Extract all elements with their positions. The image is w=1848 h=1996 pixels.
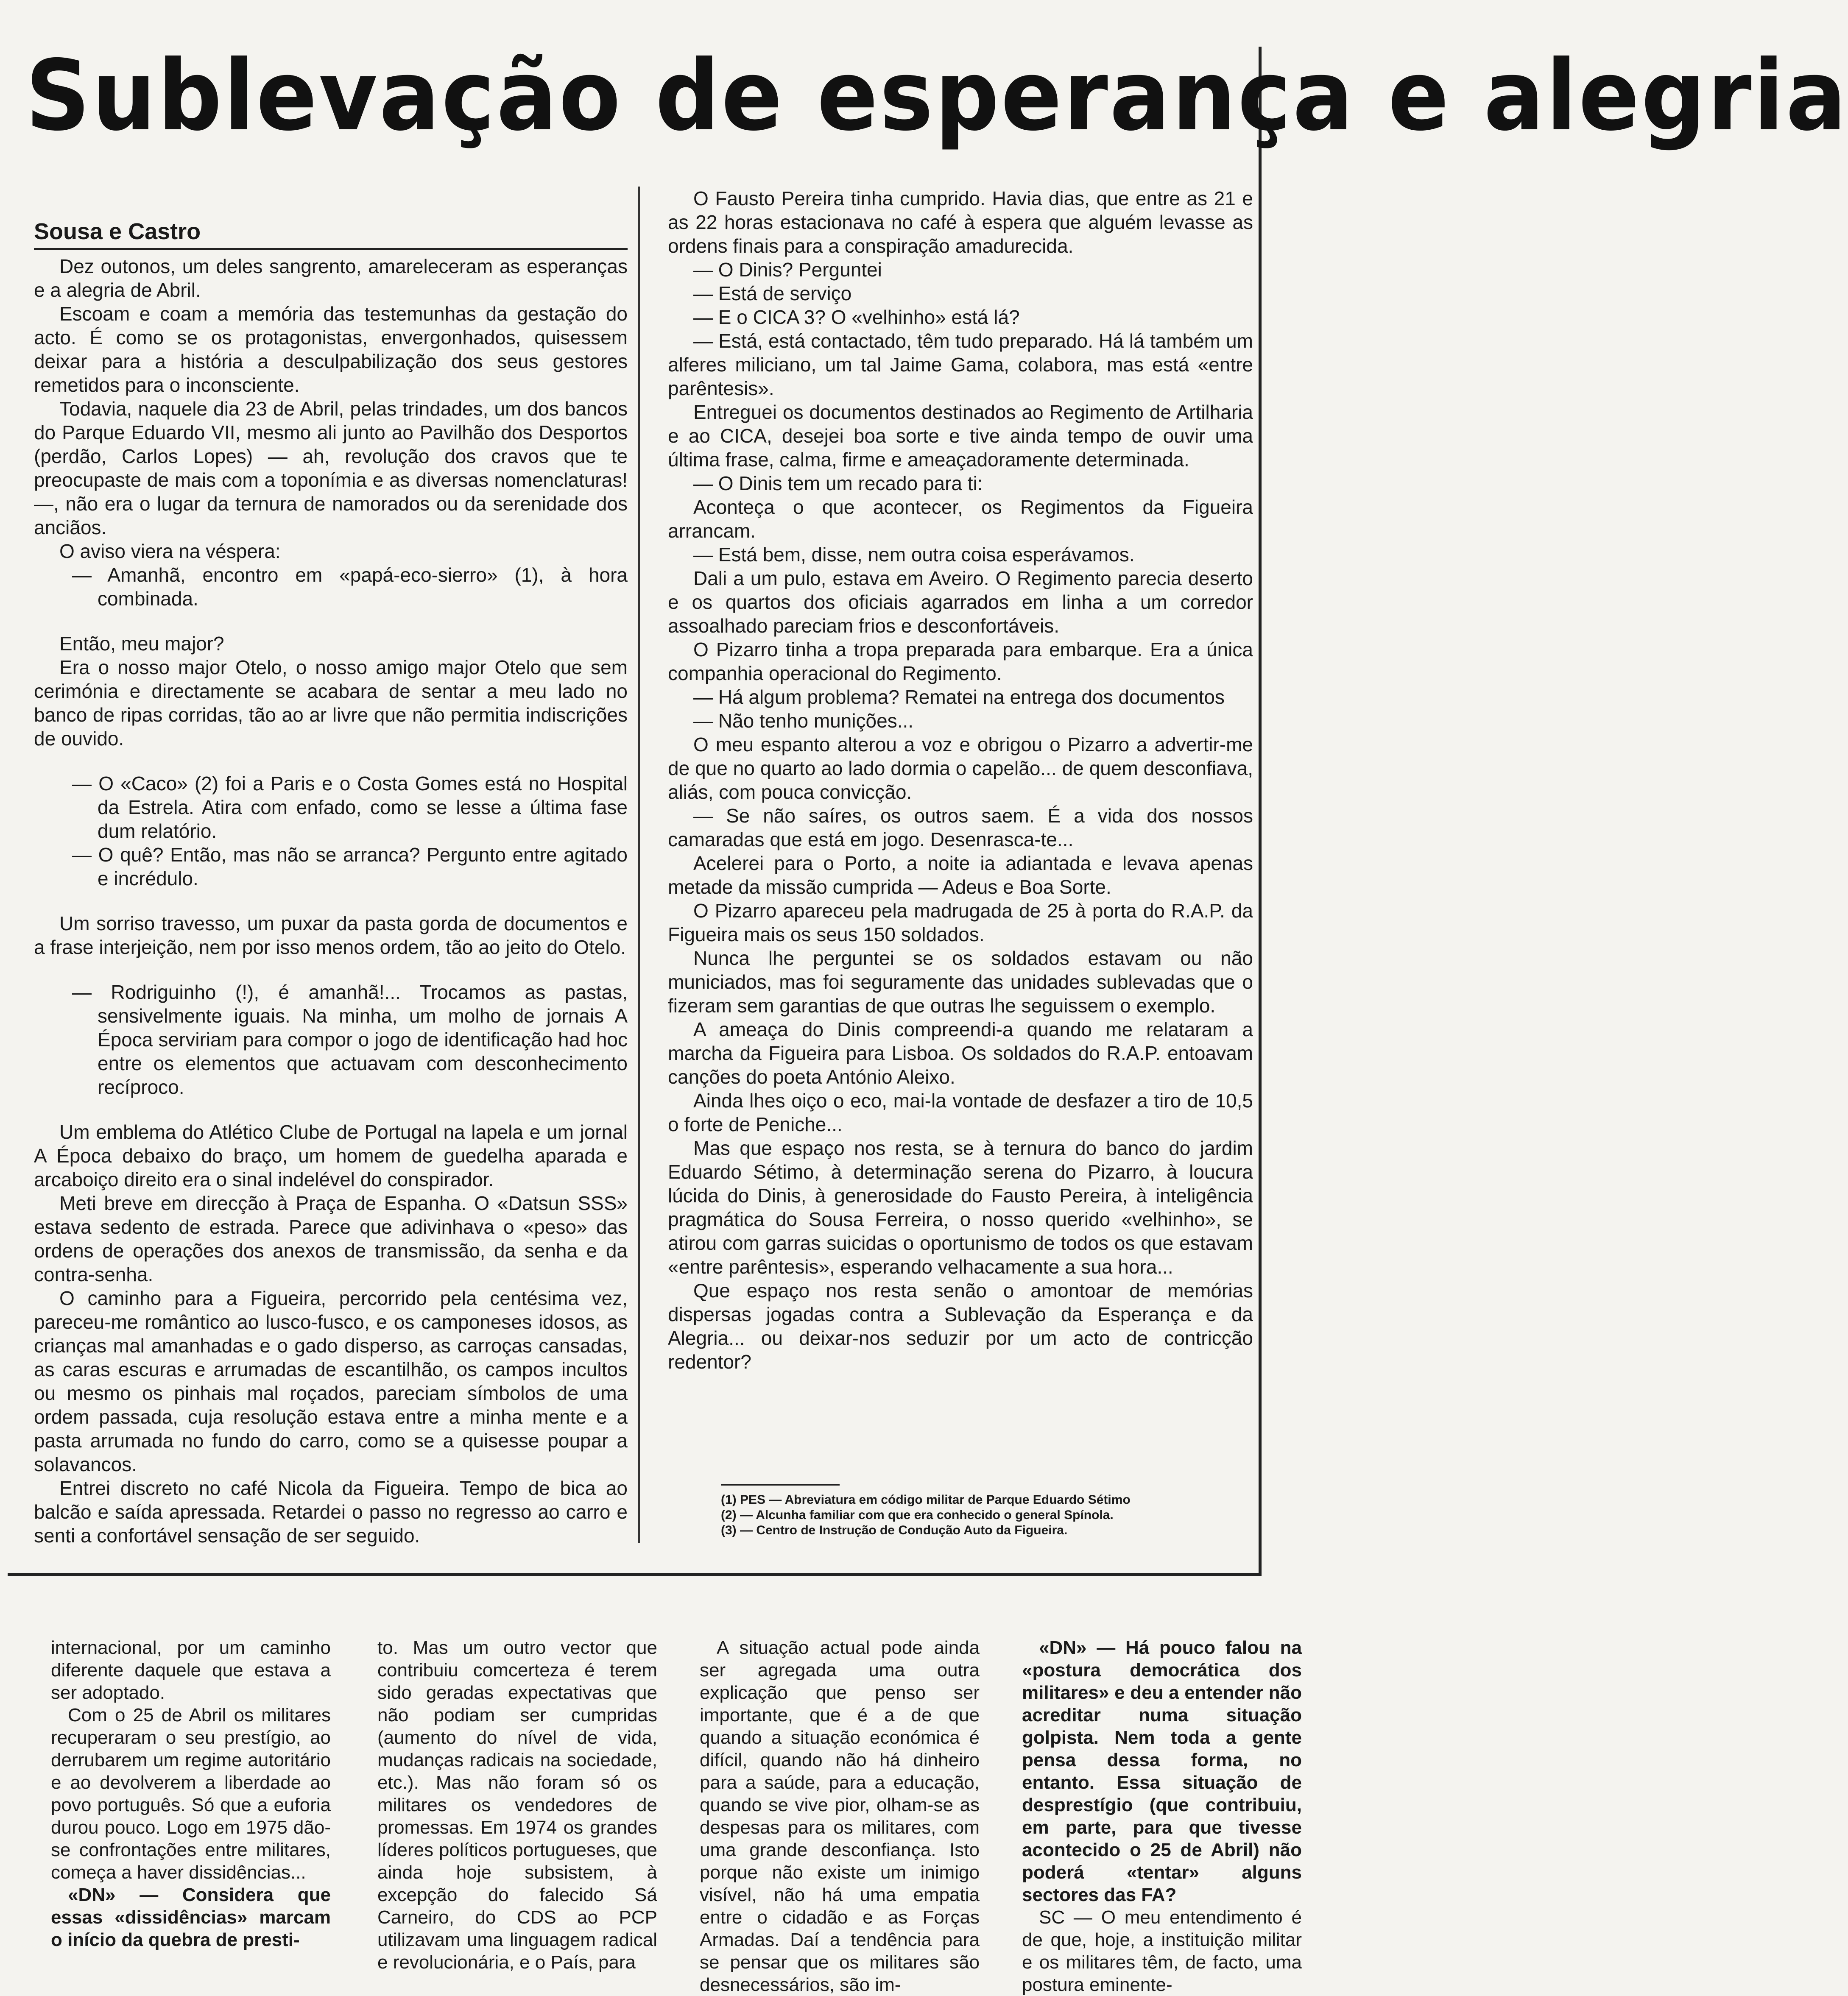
interview-column-4	[1022, 1636, 1302, 1996]
paragraph: Entrei discreto no café Nicola da Figueira. Tempo de bica ao balcão e saída apressada. Retardei o passo no regresso ao carro e senti a confortável sensação de ser seguido.	[34, 1477, 628, 1547]
dialogue-line: — Amanhã, encontro em «papá-eco-sierro» (1), à hora combinada.	[72, 564, 628, 610]
interview-question: «DN» — Considera que essas «dissidências» marcam o início da quebra de presti-	[51, 1884, 331, 1950]
dialogue-line: — O quê? Então, mas não se arranca? Pergunto entre agitado e incrédulo.	[72, 844, 628, 889]
footnote: (2) — Alcunha familiar com que era conhecido o general Spínola.	[721, 1508, 1114, 1522]
paragraph: Aconteça o que acontecer, os Regimentos da Figueira arrancam.	[668, 496, 1253, 542]
paragraph: A ameaça do Dinis compreendi-a quando me relataram a marcha da Figueira para Lisboa. Os soldados do R.A.P. entoavam canções do poeta António Aleixo.	[668, 1018, 1253, 1088]
footnote-rule	[721, 1484, 840, 1486]
paragraph: Dez outonos, um deles sangrento, amareleceram as esperanças e a alegria de Abril.	[34, 255, 628, 301]
article-left-column	[34, 254, 628, 1547]
dialogue-line: — Há algum problema? Rematei na entrega dos documentos	[693, 686, 1225, 708]
paragraph: Dali a um pulo, estava em Aveiro. O Regimento parecia deserto e os quartos dos oficiais agarrados em linha a um corredor assoalhado pareciam frios e desconfortáveis.	[668, 567, 1253, 637]
footnote: (3) — Centro de Instrução de Condução Auto da Figueira.	[721, 1523, 1068, 1537]
paragraph: Meti breve em direcção à Praça de Espanha. O «Datsun SSS» estava sedento de estrada. Parece que adivinhava o «peso» das ordens de operações dos anexos de transmissão, da senha e da contra-senha.	[34, 1192, 628, 1285]
dialogue-line: — O Dinis? Perguntei	[693, 259, 882, 281]
dialogue-line: — Está, está contactado, têm tudo preparado. Há lá também um alferes miliciano, um tal Jaime Gama, colabora, mas está «entre parêntesis».	[668, 330, 1253, 399]
paragraph: O Fausto Pereira tinha cumprido. Havia dias, que entre as 21 e as 22 horas estacionava no café à espera que alguém levasse as ordens finais para a conspiração amadurecida.	[668, 187, 1253, 257]
paragraph: Que espaço nos resta senão o amontoar de memórias dispersas jogadas contra a Sublevação da Esperança e da Alegria... ou deixar-nos seduzir por um acto de contricção redentor?	[668, 1280, 1253, 1373]
dialogue-line: — Está de serviço	[693, 282, 852, 304]
paragraph: to. Mas um outro vector que contribuiu comcerteza é terem sido geradas expectativas que não podiam ser cumpridas (aumento do nível de vida, mudanças radicais na sociedade, etc.). Mas não foram só os militares os vendedores de promessas. Em 1974 os grandes líderes políticos portugueses, que ainda hoje subsistem, à excepção do falecido Sá Carneiro, do CDS ao PCP utilizavam uma linguagem radical e revolucionária, e o País, para	[377, 1637, 657, 1973]
paragraph: Nunca lhe perguntei se os soldados estavam ou não municiados, mas foi seguramente das unidades sublevadas que o fizeram sem garantias de que outras lhe seguissem o exemplo.	[668, 947, 1253, 1017]
paragraph: O Pizarro tinha a tropa preparada para embarque. Era a única companhia operacional do Regimento.	[668, 638, 1253, 684]
paragraph: internacional, por um caminho diferente daquele que estava a ser adoptado.	[51, 1637, 331, 1703]
paragraph: Mas que espaço nos resta, se à ternura do banco do jardim Eduardo Sétimo, à determinação serena do Pizarro, à loucura lúcida do Dinis, à generosidade do Fausto Pereira, à inteligência pragmática do Sousa Ferreira, o nosso querido «velhinho», se atirou com garras suicidas o oportunismo de todos os que estavam «entre parêntesis», esperando velhacamente a sua hora...	[668, 1137, 1253, 1278]
paragraph: Era o nosso major Otelo, o nosso amigo major Otelo que sem cerimónia e directamente se acabara de sentar a meu lado no banco de ripas corridas, tão ao ar livre que não permitia indiscrições de ouvido.	[34, 656, 628, 750]
interview-column-3	[700, 1636, 980, 1996]
footnotes	[721, 1492, 1255, 1538]
byline: Sousa e Castro	[34, 218, 628, 250]
dialogue-line: — Se não saíres, os outros saem. É a vida dos nossos camaradas que está em jogo. Desenrasca-te...	[668, 805, 1253, 850]
interview-answer: SC — O meu entendimento é de que, hoje, a instituição militar e os militares têm, de facto, uma postura eminente-	[1022, 1907, 1302, 1995]
paragraph: Um emblema do Atlético Clube de Portugal na lapela e um jornal A Época debaixo do braço, um homem de guedelha aparada e arcaboiço direito era o sinal indelével do conspirador.	[34, 1121, 628, 1190]
paragraph: Todavia, naquele dia 23 de Abril, pelas trindades, um dos bancos do Parque Eduardo VII, mesmo ali junto ao Pavilhão dos Desportos (perdão, Carlos Lopes) — ah, revolução dos cravos que te preocupaste de mais com a toponímia e as diversas nomenclaturas! —, não era o lugar da ternura de namorados ou da serenidade dos anciãos.	[34, 398, 628, 538]
paragraph: O meu espanto alterou a voz e obrigou o Pizarro a advertir-me de que no quarto ao lado dormia o capelão... de quem desconfiava, aliás, com pouca convicção.	[668, 733, 1253, 803]
paragraph: Escoam e coam a memória das testemunhas da gestação do acto. É como se os protagonistas, envergonhados, quisessem deixar para a história a desculpabilização dos seus gestores remetidos para o inconsciente.	[34, 303, 628, 396]
paragraph: A situação actual pode ainda ser agregada uma outra explicação que penso ser importante, que é a de que quando a situação económica é difícil, quando não há dinheiro para a saúde, para a educação, quando se vive pior, olham-se as despesas para os militares, com uma grande desconfiança. Isto porque não existe um inimigo visível, não há uma empatia entre o cidadão e as Forças Armadas. Daí a tendência para se pensar que os militares são desnecessários, são im-	[700, 1637, 980, 1995]
interview-question: «DN» — Há pouco falou na «postura democrática dos militares» e deu a entender não acreditar numa situação golpista. Nem toda a gente pensa dessa forma, no entanto. Essa situação de desprestígio (que contribuiu, em parte, para que tivesse acontecido o 25 de Abril) não poderá «tentar» alguns sectores das FA?	[1022, 1637, 1302, 1905]
column-divider	[638, 187, 640, 1543]
paragraph: Então, meu major?	[59, 633, 224, 655]
interview-column-1	[51, 1636, 331, 1951]
article-right-column	[668, 187, 1253, 1374]
paragraph: Entreguei os documentos destinados ao Regimento de Artilharia e ao CICA, desejei boa sorte e tive ainda tempo de ouvir uma última frase, calma, firme e ameaçadoramente determinada.	[668, 401, 1253, 471]
paragraph: O aviso viera na véspera:	[59, 540, 281, 562]
footnote: (1) PES — Abreviatura em código militar de Parque Eduardo Sétimo	[721, 1493, 1131, 1507]
dialogue-line: — Está bem, disse, nem outra coisa esperávamos.	[693, 544, 1135, 566]
dialogue-line: — E o CICA 3? O «velhinho» está lá?	[693, 306, 1020, 328]
dialogue-line: — O «Caco» (2) foi a Paris e o Costa Gomes está no Hospital da Estrela. Atira com enfado, como se lesse a última fase dum relatório.	[72, 772, 628, 842]
paragraph: O Pizarro apareceu pela madrugada de 25 à porta do R.A.P. da Figueira mais os seus 150 soldados.	[668, 900, 1253, 945]
dialogue-line: — O Dinis tem um recado para ti:	[693, 472, 983, 494]
paragraph: Um sorriso travesso, um puxar da pasta gorda de documentos e a frase interjeição, nem por isso menos ordem, tão ao jeito do Otelo.	[34, 912, 628, 958]
paragraph: Ainda lhes oiço o eco, mai-la vontade de desfazer a tiro de 10,5 o forte de Peniche...	[668, 1090, 1253, 1135]
paragraph: Acelerei para o Porto, a noite ia adiantada e levava apenas metade da missão cumprida — Adeus e Boa Sorte.	[668, 852, 1253, 898]
paragraph: O caminho para a Figueira, percorrido pela centésima vez, pareceu-me romântico ao lusco-fusco, e os camponeses idosos, as crianças mal amanhadas e o gado disperso, as carroças cansadas, as caras escuras e arrumadas de escantilhão, os campos incultos ou mesmo os pinhais mal roçados, pareciam símbolos de uma ordem passada, cuja resolução estava entre a minha mente e a pasta arrumada no fundo do carro, como se a quisesse poupar a solavancos.	[34, 1287, 628, 1475]
dialogue-line: — Não tenho munições...	[693, 710, 914, 732]
paragraph: Com o 25 de Abril os militares recuperaram o seu prestígio, ao derrubarem um regime autoritário e ao devolverem a liberdade ao povo português. Só que a euforia durou pouco. Logo em 1975 dão-se confrontações entre militares, começa a haver dissidências...	[51, 1705, 331, 1883]
dialogue-line: — Rodriguinho (!), é amanhã!... Trocamos as pastas, sensivelmente iguais. Na minha, um molho de jornais A Época serviriam para compor o jogo de identificação had hoc entre os elementos que actuavam com desconhecimento recíproco.	[72, 981, 628, 1098]
headline: Sublevação de esperança e alegria	[25, 39, 1848, 152]
interview-column-2	[377, 1636, 657, 1974]
